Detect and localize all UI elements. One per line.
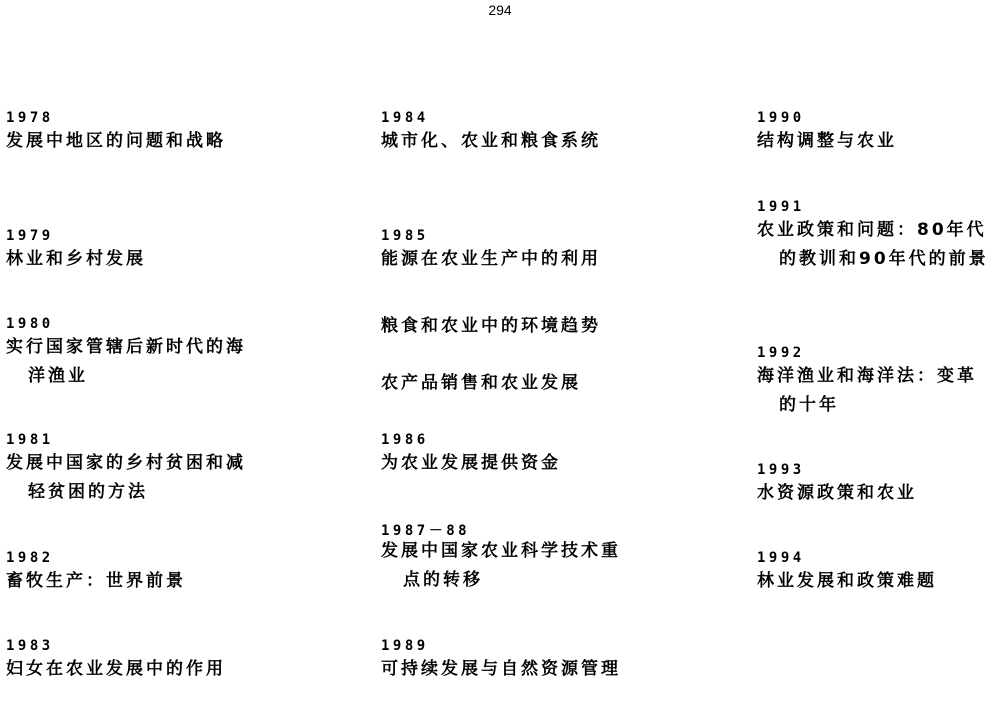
entry-title: 结构调整与农业	[757, 131, 897, 151]
entry-title: 海洋渔业和海洋法：变革的十年	[757, 366, 977, 415]
entry-year: 1981	[6, 432, 54, 448]
entry-year: 1990	[757, 110, 805, 126]
entry-title: 可持续发展与自然资源管理	[381, 659, 621, 679]
entry-year: 1986	[381, 432, 429, 448]
entry-title: 农产品销售和农业发展	[381, 373, 581, 393]
entry-title: 实行国家管辖后新时代的海洋渔业	[6, 337, 246, 386]
entry-year: 1993	[757, 462, 805, 478]
entry-title: 城市化、农业和粮食系统	[381, 131, 601, 151]
entry-year: 1984	[381, 110, 429, 126]
entry-title: 畜牧生产：世界前景	[6, 571, 186, 591]
entry-year: 1982	[6, 550, 54, 566]
entry-year: 1991	[757, 199, 805, 215]
entry-title: 粮食和农业中的环境趋势	[381, 316, 601, 336]
entry-year: 1992	[757, 345, 805, 361]
entry-year: 1989	[381, 638, 429, 654]
entry-year: 1983	[6, 638, 54, 654]
entry-title: 农业政策和问题：80年代的教训和90年代的前景	[757, 220, 989, 269]
entry-title: 发展中国家的乡村贫困和减轻贫困的方法	[6, 453, 246, 502]
entry-year: 1994	[757, 550, 805, 566]
entry-title: 能源在农业生产中的利用	[381, 249, 601, 269]
entry-year: 1980	[6, 316, 54, 332]
entry-title: 林业和乡村发展	[6, 249, 146, 269]
page-number: 294	[488, 2, 512, 18]
entry-year: 1985	[381, 228, 429, 244]
entry-title: 发展中国家农业科学技术重点的转移	[381, 541, 621, 590]
entry-title: 水资源政策和农业	[757, 483, 917, 503]
entry-title: 为农业发展提供资金	[381, 453, 561, 473]
entry-title: 林业发展和政策难题	[757, 571, 937, 591]
entry-year: 1987－88	[381, 523, 471, 539]
entry-year: 1978	[6, 110, 54, 126]
entry-title: 发展中地区的问题和战略	[6, 131, 226, 151]
entry-year: 1979	[6, 228, 54, 244]
entry-title: 妇女在农业发展中的作用	[6, 659, 226, 679]
